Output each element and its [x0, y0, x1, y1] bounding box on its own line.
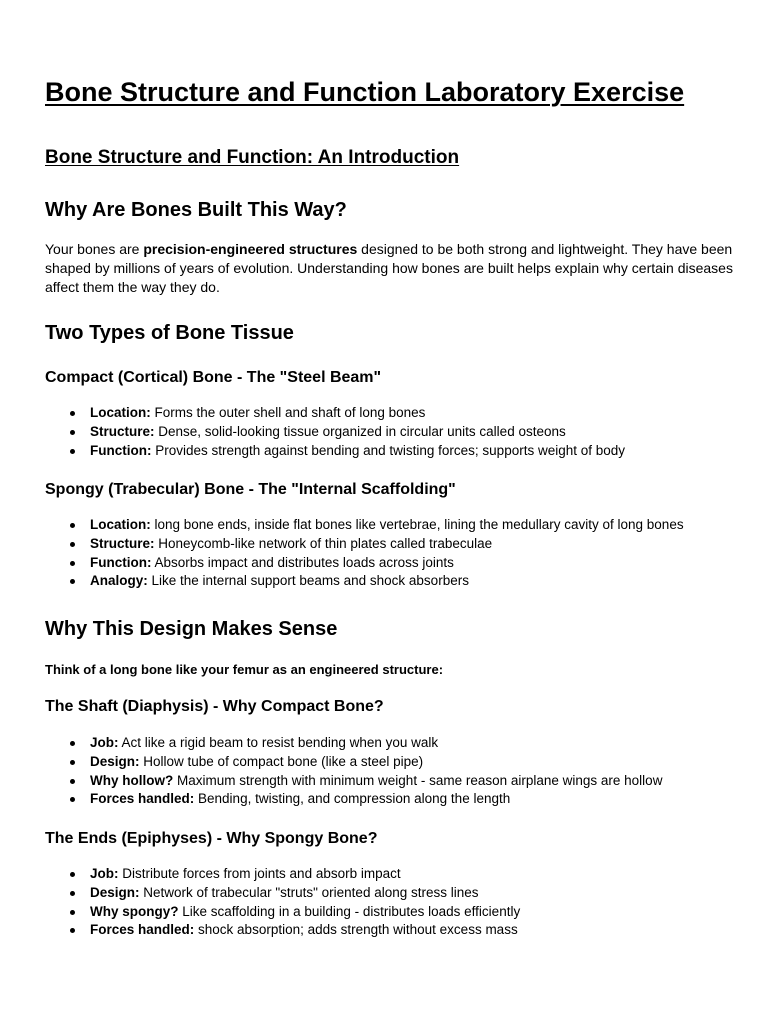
list-item	[45, 404, 625, 423]
intro-text-start: Your bones are	[45, 241, 144, 257]
compact-bone-list	[45, 404, 625, 460]
item-label: Why spongy?	[90, 903, 179, 919]
item-text: Dense, solid-looking tissue organized in circular units called osteons	[154, 423, 566, 439]
heading-spongy-bone: Spongy (Trabecular) Bone - The "Internal Scaffolding"	[45, 481, 456, 498]
item-label: Why hollow?	[90, 772, 174, 788]
item-label: Location:	[90, 517, 151, 532]
list-item	[45, 790, 662, 809]
item-label: Function:	[90, 442, 152, 458]
item-label: Job:	[90, 866, 119, 881]
item-label: Analogy:	[90, 573, 148, 589]
item-text: Distribute forces from joints and absorb impact	[118, 866, 401, 881]
list-item	[45, 423, 625, 442]
item-text: Honeycomb-like network of thin plates called trabeculae	[154, 535, 493, 551]
intro-text-emphasis: precision-engineered structures	[143, 241, 358, 257]
item-label: Forces handled:	[90, 791, 195, 807]
list-item	[45, 884, 520, 903]
list-item	[45, 903, 520, 922]
list-item	[45, 516, 684, 535]
item-label: Structure:	[90, 535, 155, 551]
item-label: Design:	[90, 753, 140, 769]
heading-two-types: Two Types of Bone Tissue	[45, 322, 294, 344]
design-lead-text: Think of a long bone like your femur as an engineered structure:	[45, 662, 444, 677]
item-label: Forces handled:	[90, 922, 195, 938]
item-text: Like scaffolding in a building - distributes loads efficiently	[178, 903, 521, 919]
shaft-list	[45, 734, 662, 809]
heading-compact-bone: Compact (Cortical) Bone - The "Steel Beam"	[45, 369, 382, 386]
item-text: shock absorption; adds strength without excess mass	[194, 922, 518, 938]
item-text: Bending, twisting, and compression along the length	[194, 791, 511, 807]
list-item	[45, 535, 684, 554]
intro-paragraph	[45, 240, 735, 297]
list-item	[45, 554, 684, 573]
spongy-bone-list	[45, 516, 684, 591]
heading-why-bones-built: Why Are Bones Built This Way?	[45, 199, 347, 221]
item-label: Structure:	[90, 423, 155, 439]
item-text: Provides strength against bending and twisting forces; supports weight of body	[151, 442, 626, 458]
ends-list	[45, 865, 520, 940]
list-item	[45, 772, 662, 791]
item-text: Forms the outer shell and shaft of long bones	[150, 405, 426, 420]
heading-shaft: The Shaft (Diaphysis) - Why Compact Bone?	[45, 698, 384, 715]
item-text: Maximum strength with minimum weight - same reason airplane wings are hollow	[173, 772, 663, 788]
list-item	[45, 572, 684, 591]
heading-design-sense: Why This Design Makes Sense	[45, 618, 338, 640]
item-text: long bone ends, inside flat bones like vertebrae, lining the medullary cavity of long bones	[150, 517, 684, 532]
document-title: Bone Structure and Function Laboratory Exercise	[45, 77, 685, 107]
item-text: Network of trabecular "struts" oriented along stress lines	[139, 884, 479, 900]
item-text: Like the internal support beams and shock absorbers	[147, 573, 469, 589]
document-subtitle: Bone Structure and Function: An Introduction	[45, 147, 460, 168]
list-item	[45, 865, 520, 884]
item-label: Job:	[90, 735, 119, 750]
item-label: Function:	[90, 554, 152, 570]
item-text: Act like a rigid beam to resist bending when you walk	[118, 735, 439, 750]
item-text: Absorbs impact and distributes loads across joints	[151, 554, 454, 570]
item-label: Location:	[90, 405, 151, 420]
list-item	[45, 753, 662, 772]
intro-text-end: designed to be both strong and lightweight. They have been shaped by millions of years of evolution. Understanding how bones are built helps explain why certain diseases affect them the way they do.	[45, 241, 733, 295]
heading-ends: The Ends (Epiphyses) - Why Spongy Bone?	[45, 830, 378, 847]
item-text: Hollow tube of compact bone (like a steel pipe)	[139, 753, 424, 769]
list-item	[45, 734, 662, 753]
list-item	[45, 442, 625, 461]
list-item	[45, 921, 520, 940]
item-label: Design:	[90, 884, 140, 900]
